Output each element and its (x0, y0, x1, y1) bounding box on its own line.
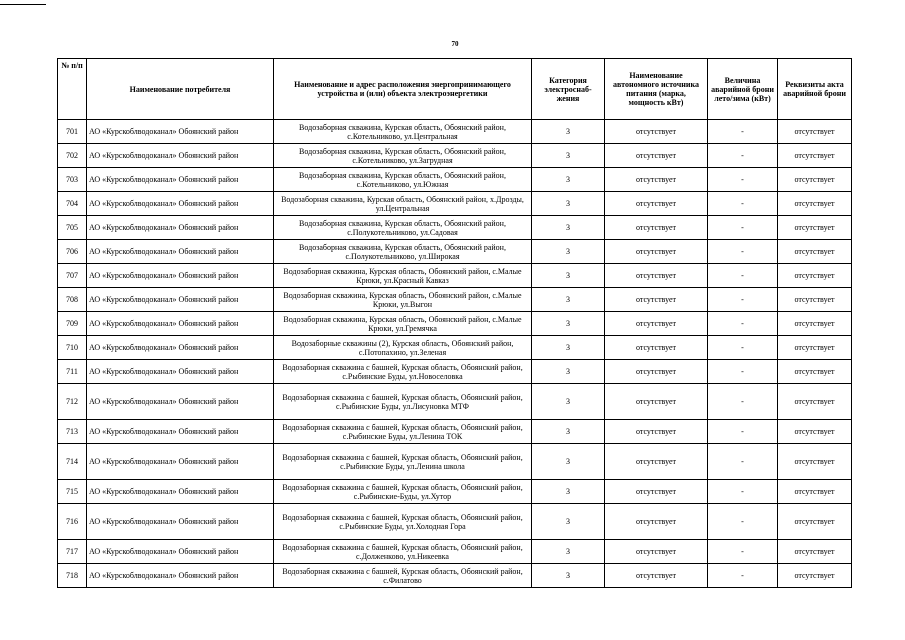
cell-num: 713 (58, 420, 87, 444)
cell-reserve: - (708, 240, 778, 264)
cell-category: 3 (532, 444, 605, 480)
cell-num: 709 (58, 312, 87, 336)
cell-consumer: АО «Курскоблводоканал» Обоянский район (87, 336, 274, 360)
cell-reserve: - (708, 264, 778, 288)
cell-consumer: АО «Курскоблводоканал» Обоянский район (87, 216, 274, 240)
header-reserve: Величина аварийной брони лето/зима (кВт) (708, 59, 778, 120)
cell-reserve: - (708, 480, 778, 504)
cell-consumer: АО «Курскоблводоканал» Обоянский район (87, 240, 274, 264)
cell-reserve: - (708, 144, 778, 168)
cell-act: отсутствует (778, 480, 852, 504)
cell-source: отсутствует (605, 264, 708, 288)
cell-reserve: - (708, 504, 778, 540)
cell-category: 3 (532, 312, 605, 336)
cell-source: отсутствует (605, 120, 708, 144)
cell-reserve: - (708, 192, 778, 216)
cell-reserve: - (708, 120, 778, 144)
cell-consumer: АО «Курскоблводоканал» Обоянский район (87, 192, 274, 216)
cell-reserve: - (708, 312, 778, 336)
cell-category: 3 (532, 216, 605, 240)
table-row (58, 216, 852, 240)
cell-consumer: АО «Курскоблводоканал» Обоянский район (87, 168, 274, 192)
cell-act: отсутствует (778, 564, 852, 588)
cell-reserve: - (708, 168, 778, 192)
cell-num: 717 (58, 540, 87, 564)
table-row (58, 540, 852, 564)
cell-act: отсутствует (778, 144, 852, 168)
cell-reserve: - (708, 216, 778, 240)
cell-category: 3 (532, 564, 605, 588)
cell-address: Водозаборная скважина с башней, Курская область, Обоянский район, с.Филатово (274, 564, 532, 588)
header-num: № п/п (58, 59, 87, 120)
table-row (58, 420, 852, 444)
cell-num: 716 (58, 504, 87, 540)
cell-source: отсутствует (605, 444, 708, 480)
cell-num: 708 (58, 288, 87, 312)
cell-address: Водозаборная скважина с башней, Курская область, Обоянский район, с.Рыбинские Буды, ул.Новоселовка (274, 360, 532, 384)
cell-reserve: - (708, 360, 778, 384)
cell-act: отсутствует (778, 360, 852, 384)
cell-source: отсутствует (605, 216, 708, 240)
table-row (58, 264, 852, 288)
cell-consumer: АО «Курскоблводоканал» Обоянский район (87, 564, 274, 588)
cell-category: 3 (532, 240, 605, 264)
table-row (58, 144, 852, 168)
cell-consumer: АО «Курскоблводоканал» Обоянский район (87, 120, 274, 144)
page-number: 70 (451, 40, 459, 48)
cell-category: 3 (532, 384, 605, 420)
header-row (58, 59, 852, 120)
cell-address: Водозаборная скважина с башней, Курская область, Обоянский район, с.Долженково, ул.Никеевка (274, 540, 532, 564)
table-row (58, 312, 852, 336)
cell-num: 711 (58, 360, 87, 384)
cell-source: отсутствует (605, 312, 708, 336)
cell-act: отсутствует (778, 168, 852, 192)
cell-num: 707 (58, 264, 87, 288)
cell-act: отсутствует (778, 540, 852, 564)
cell-category: 3 (532, 192, 605, 216)
table-row (58, 192, 852, 216)
cell-reserve: - (708, 336, 778, 360)
cell-source: отсутствует (605, 480, 708, 504)
table-row (58, 240, 852, 264)
cell-act: отсутствует (778, 444, 852, 480)
cell-num: 718 (58, 564, 87, 588)
cell-act: отсутствует (778, 384, 852, 420)
cell-consumer: АО «Курскоблводоканал» Обоянский район (87, 264, 274, 288)
cell-num: 710 (58, 336, 87, 360)
cell-address: Водозаборная скважина, Курская область, Обоянский район, с.Полукотельниково, ул.Широкая (274, 240, 532, 264)
cell-source: отсутствует (605, 420, 708, 444)
cell-reserve: - (708, 384, 778, 420)
cell-address: Водозаборная скважина, Курская область, Обоянский район, с.Малые Крюки, ул.Выгон (274, 288, 532, 312)
cell-consumer: АО «Курскоблводоканал» Обоянский район (87, 420, 274, 444)
cell-consumer: АО «Курскоблводоканал» Обоянский район (87, 360, 274, 384)
table-body (58, 120, 852, 588)
cell-reserve: - (708, 444, 778, 480)
cell-num: 704 (58, 192, 87, 216)
cell-consumer: АО «Курскоблводоканал» Обоянский район (87, 144, 274, 168)
cell-address: Водозаборная скважина, Курская область, Обоянский район, с.Малые Крюки, ул.Красный Кавказ (274, 264, 532, 288)
cell-address: Водозаборная скважина с башней, Курская область, Обоянский район, с.Рыбинские Буды, ул.Лисуновка МТФ (274, 384, 532, 420)
cell-act: отсутствует (778, 264, 852, 288)
cell-num: 706 (58, 240, 87, 264)
cell-consumer: АО «Курскоблводоканал» Обоянский район (87, 312, 274, 336)
header-source: Наименование автономного источника питания (марка, мощность кВт) (605, 59, 708, 120)
cell-category: 3 (532, 360, 605, 384)
cell-category: 3 (532, 288, 605, 312)
cell-category: 3 (532, 168, 605, 192)
cell-source: отсутствует (605, 540, 708, 564)
header-address: Наименование и адрес расположения энергопринимающего устройства и (или) объекта электроэнергетики (274, 59, 532, 120)
corner-line (0, 4, 46, 5)
header-act: Реквизиты акта аварийной брони (778, 59, 852, 120)
cell-source: отсутствует (605, 384, 708, 420)
cell-num: 705 (58, 216, 87, 240)
cell-address: Водозаборная скважина, Курская область, Обоянский район, с.Котельниково, ул.Южная (274, 168, 532, 192)
cell-act: отсутствует (778, 120, 852, 144)
cell-source: отсутствует (605, 504, 708, 540)
cell-address: Водозаборная скважина, Курская область, Обоянский район, х.Дрозды, ул.Центральная (274, 192, 532, 216)
cell-source: отсутствует (605, 144, 708, 168)
cell-act: отсутствует (778, 192, 852, 216)
cell-reserve: - (708, 564, 778, 588)
table-row (58, 120, 852, 144)
cell-consumer: АО «Курскоблводоканал» Обоянский район (87, 504, 274, 540)
cell-address: Водозаборные скважины (2), Курская область, Обоянский район, с.Потопахино, ул.Зеленая (274, 336, 532, 360)
cell-consumer: АО «Курскоблводоканал» Обоянский район (87, 444, 274, 480)
cell-category: 3 (532, 336, 605, 360)
register-table (57, 58, 852, 588)
cell-category: 3 (532, 264, 605, 288)
table-row (58, 480, 852, 504)
cell-consumer: АО «Курскоблводоканал» Обоянский район (87, 480, 274, 504)
cell-source: отсутствует (605, 288, 708, 312)
cell-address: Водозаборная скважина с башней, Курская область, Обоянский район, с.Рыбинские Буды, ул.Ленина школа (274, 444, 532, 480)
cell-source: отсутствует (605, 192, 708, 216)
cell-num: 712 (58, 384, 87, 420)
cell-address: Водозаборная скважина с башней, Курская область, Обоянский район, с.Рыбинские-Буды, ул.Хутор (274, 480, 532, 504)
cell-reserve: - (708, 540, 778, 564)
cell-source: отсутствует (605, 336, 708, 360)
cell-address: Водозаборная скважина, Курская область, Обоянский район, с.Малые Крюки, ул.Гремячка (274, 312, 532, 336)
cell-consumer: АО «Курскоблводоканал» Обоянский район (87, 384, 274, 420)
table-row (58, 384, 852, 420)
header-category: Категория электроснаб-жения (532, 59, 605, 120)
cell-address: Водозаборная скважина с башней, Курская область, Обоянский район, с.Рыбинские Буды, ул.Ленина ТОК (274, 420, 532, 444)
table-row (58, 564, 852, 588)
cell-act: отсутствует (778, 288, 852, 312)
table-row (58, 504, 852, 540)
cell-category: 3 (532, 480, 605, 504)
cell-reserve: - (708, 288, 778, 312)
cell-source: отсутствует (605, 360, 708, 384)
cell-consumer: АО «Курскоблводоканал» Обоянский район (87, 540, 274, 564)
header-consumer: Наименование потребителя (87, 59, 274, 120)
cell-address: Водозаборная скважина с башней, Курская область, Обоянский район, с.Рыбинские Буды, ул.Холодная Гора (274, 504, 532, 540)
cell-num: 702 (58, 144, 87, 168)
cell-category: 3 (532, 120, 605, 144)
cell-address: Водозаборная скважина, Курская область, Обоянский район, с.Котельниково, ул.Центральная (274, 120, 532, 144)
cell-category: 3 (532, 420, 605, 444)
cell-act: отсутствует (778, 504, 852, 540)
cell-act: отсутствует (778, 216, 852, 240)
cell-address: Водозаборная скважина, Курская область, Обоянский район, с.Котельниково, ул.Загрудная (274, 144, 532, 168)
table-row (58, 288, 852, 312)
cell-address: Водозаборная скважина, Курская область, Обоянский район, с.Полукотельниково, ул.Садовая (274, 216, 532, 240)
cell-num: 701 (58, 120, 87, 144)
cell-category: 3 (532, 504, 605, 540)
cell-category: 3 (532, 540, 605, 564)
table-row (58, 336, 852, 360)
cell-act: отсутствует (778, 420, 852, 444)
cell-source: отсутствует (605, 564, 708, 588)
cell-act: отсутствует (778, 336, 852, 360)
cell-num: 714 (58, 444, 87, 480)
table-row (58, 444, 852, 480)
cell-source: отсутствует (605, 240, 708, 264)
table-row (58, 168, 852, 192)
cell-consumer: АО «Курскоблводоканал» Обоянский район (87, 288, 274, 312)
cell-act: отсутствует (778, 240, 852, 264)
cell-act: отсутствует (778, 312, 852, 336)
cell-num: 715 (58, 480, 87, 504)
cell-num: 703 (58, 168, 87, 192)
cell-category: 3 (532, 144, 605, 168)
cell-source: отсутствует (605, 168, 708, 192)
cell-reserve: - (708, 420, 778, 444)
table-row (58, 360, 852, 384)
